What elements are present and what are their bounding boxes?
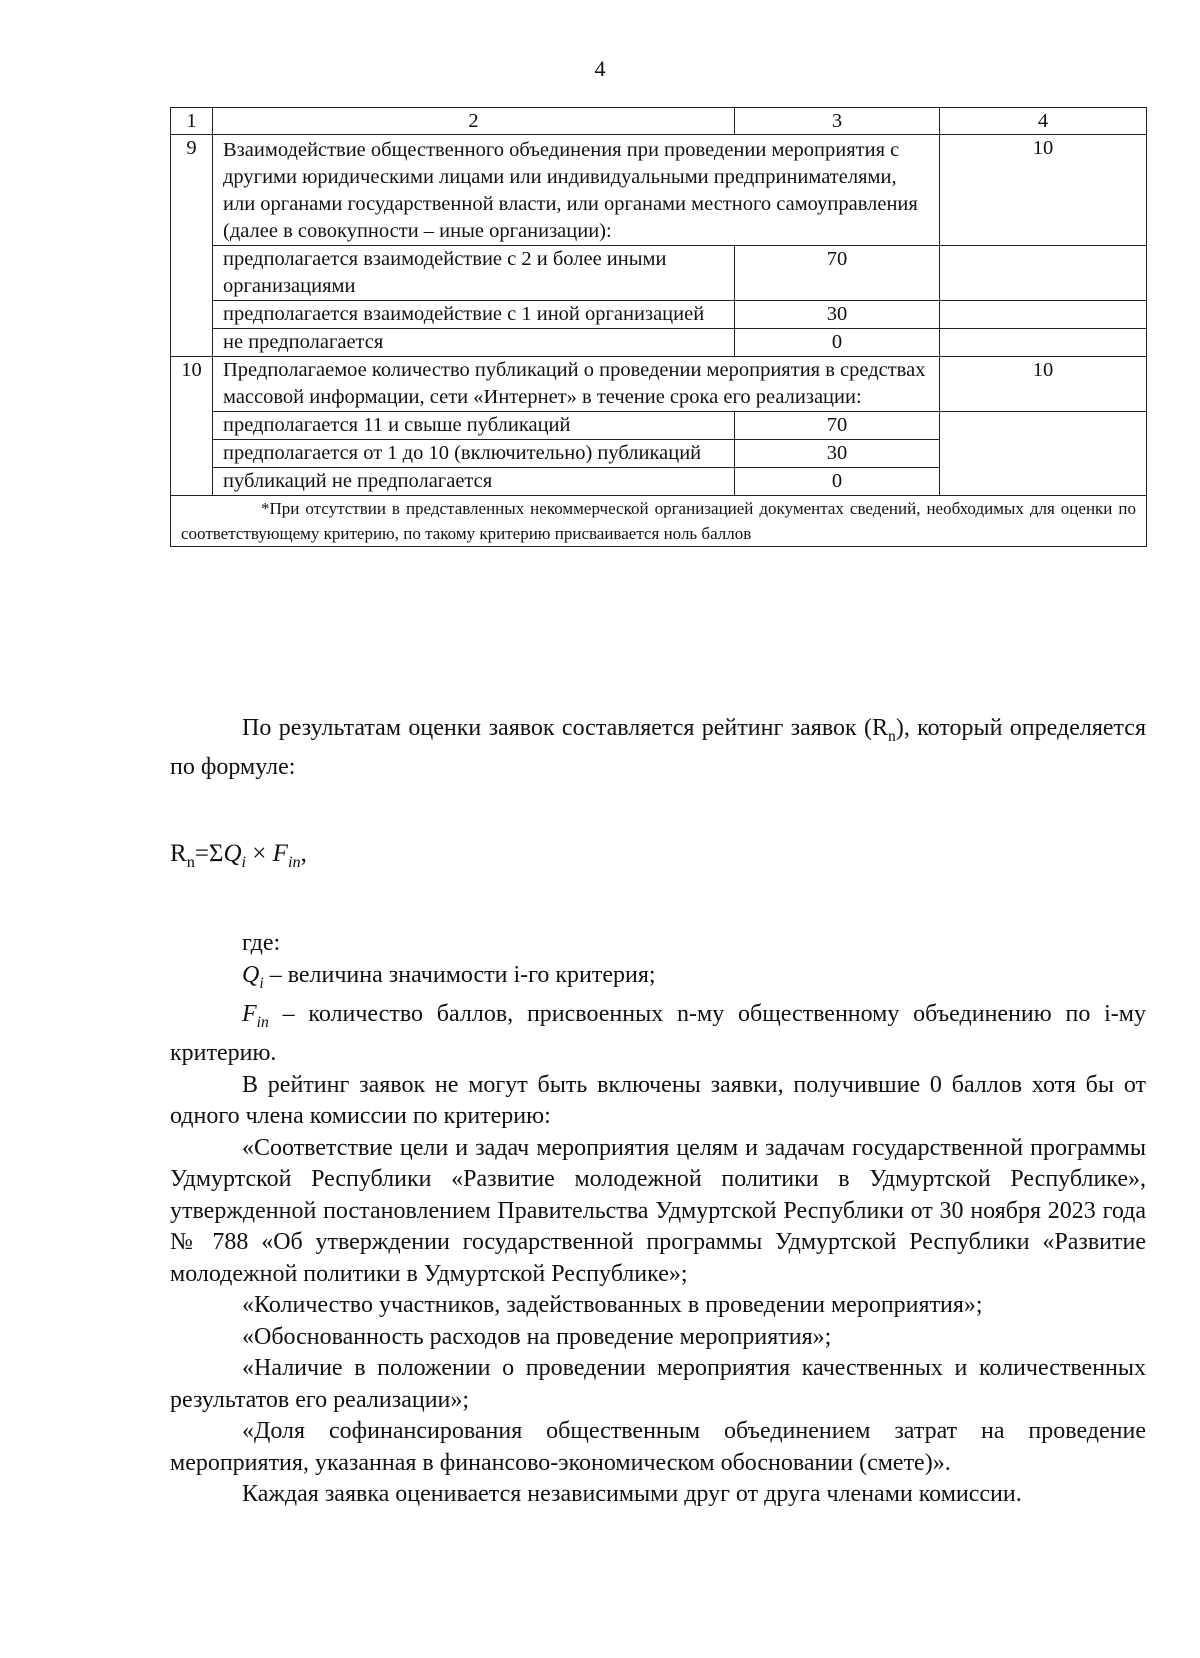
footnote-row [171, 496, 1147, 547]
table-row [171, 329, 1147, 357]
closing-paragraph: Каждая заявка оценивается независимыми друг от друга членами комиссии. [242, 1481, 1022, 1508]
criterion-quote: «Доля софинансирования общественным объединением затрат на проведение мероприятия, указанная в финансово-экономическом обосновании (смете)». [170, 1418, 1146, 1476]
intro-paragraph: По результатам оценки заявок составляется рейтинг заявок $(R_n)$, который определяется по формуле: [170, 715, 1146, 781]
option-label: не предполагается [213, 329, 735, 357]
table-row [171, 412, 1147, 440]
option-score: 70 [735, 412, 940, 440]
empty-cell [940, 412, 1147, 496]
table-row [171, 357, 1147, 412]
option-label: предполагается 11 и свыше публикаций [213, 412, 735, 440]
header-cell: 1 [171, 108, 213, 135]
criterion-quote: «Количество участников, задействованных в проведении мероприятия»; [242, 1292, 983, 1319]
option-label: предполагается от 1 до 10 (включительно) публикаций [213, 440, 735, 468]
criterion-weight: 10 [940, 135, 1147, 246]
header-cell: 3 [735, 108, 940, 135]
header-cell: 4 [940, 108, 1147, 135]
table-row [171, 246, 1147, 301]
footnote-text: *При отсутствии в представленных некоммерческой организацией документах сведений, необходимых для оценки по соответствующему критерию, по такому критерию присваивается ноль баллов [181, 499, 1136, 543]
option-score: 30 [735, 301, 940, 329]
criterion-number: 10 [171, 357, 213, 496]
definition-q: $Q_i$ – величина значимости i-го критерия; [242, 961, 656, 992]
option-label: предполагается взаимодействие с 2 и более иными организациями [213, 246, 735, 301]
page-number: 4 [594, 56, 606, 81]
criterion-quote: «Обоснованность расходов на проведение мероприятия»; [242, 1323, 832, 1350]
empty-cell [940, 246, 1147, 301]
body-text [170, 713, 1146, 1511]
table-row [171, 135, 1147, 246]
option-score: 0 [735, 468, 940, 496]
footnote [171, 496, 1147, 547]
table-header-row [171, 108, 1147, 135]
criterion-weight: 10 [940, 357, 1147, 412]
option-label: предполагается взаимодействие с 1 иной организацией [213, 301, 735, 329]
exclusion-rule: В рейтинг заявок не могут быть включены заявки, получившие 0 баллов хотя бы от одного члена комиссии по критерию: [170, 1071, 1146, 1130]
criterion-quote: «Наличие в положении о проведении мероприятия качественных и количественных результатов его реализации»; [170, 1355, 1146, 1413]
criterion-number: 9 [171, 135, 213, 357]
criterion-text: Взаимодействие общественного объединения при проведении мероприятия с другими юридическими лицами или индивидуальными предпринимателями, или органами государственной власти, или органами местного самоуправления (далее в совокупности – иные организации): [213, 135, 940, 246]
option-score: 70 [735, 246, 940, 301]
option-score: 30 [735, 440, 940, 468]
table-row [171, 301, 1147, 329]
empty-cell [940, 301, 1147, 329]
criterion-quote: «Соответствие цели и задач мероприятия целям и задачам государственной программы Удмуртской Республики «Развитие молодежной политики в Удмуртской Республике», утвержденной постановлением Правительства Удмуртской Республики от 30 ноября 2023 года № 788 «Об утверждении государственной программы Удмуртской Республики «Развитие молодежной политики в Удмуртской Республике»; [170, 1134, 1146, 1287]
where-label: где: [242, 930, 281, 957]
criteria-table [170, 107, 1147, 547]
option-score: 0 [735, 329, 940, 357]
header-cell: 2 [213, 108, 735, 135]
rating-formula: $R_n=\Sigma Q_i \times F_{in}$, [170, 839, 307, 871]
empty-cell [940, 329, 1147, 357]
definition-f: $F_{in}$ – количество баллов, присвоенных n-му общественному объединению по i-му критерию. [170, 1001, 1146, 1067]
criterion-text: Предполагаемое количество публикаций о проведении мероприятия в средствах массовой информации, сети «Интернет» в течение срока его реализации: [213, 357, 940, 412]
option-label: публикаций не предполагается [213, 468, 735, 496]
